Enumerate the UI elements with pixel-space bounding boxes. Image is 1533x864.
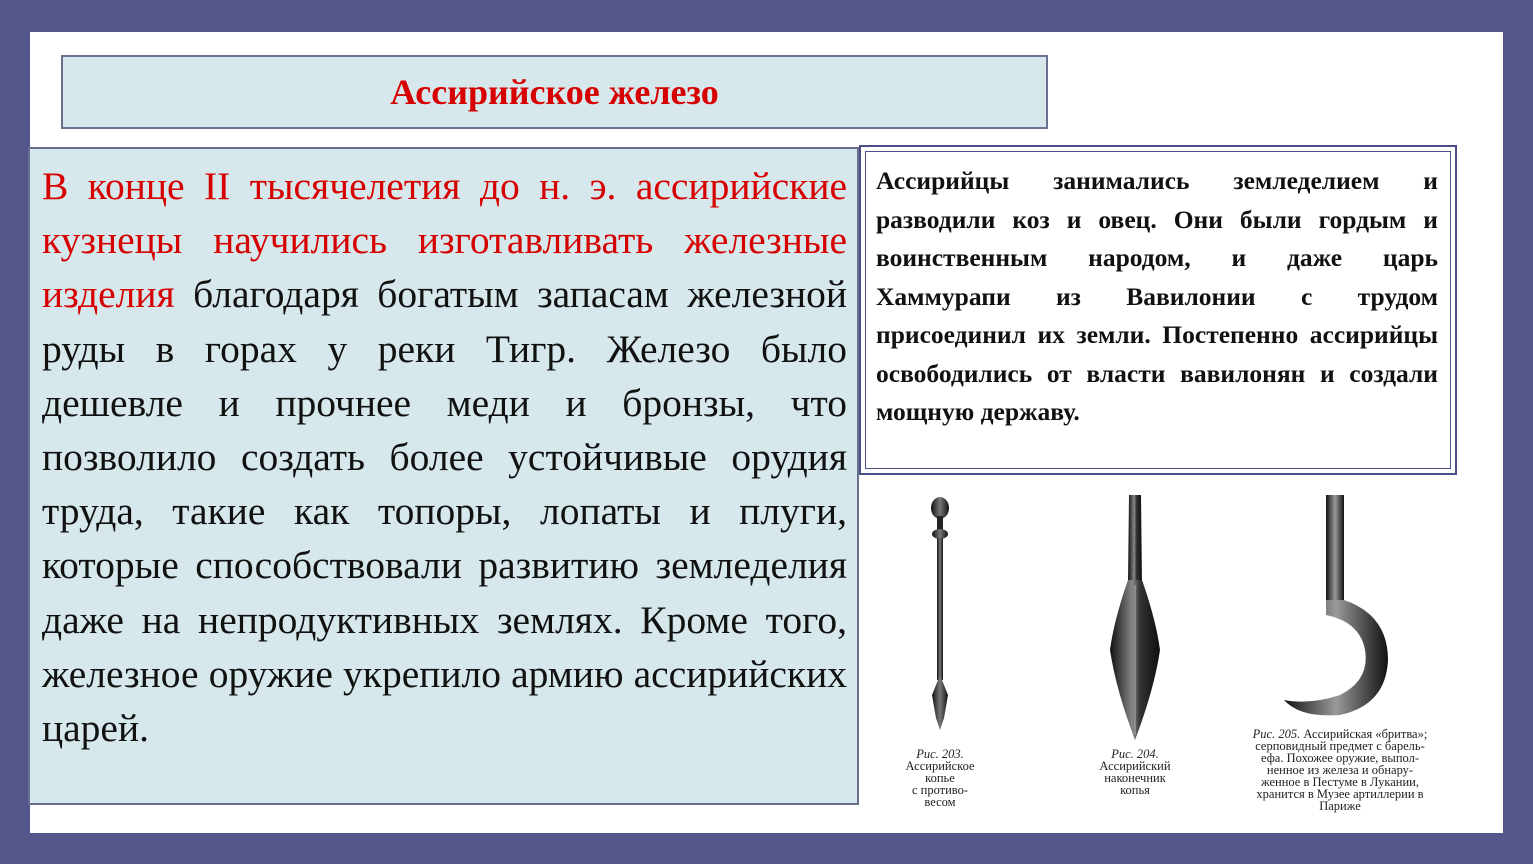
figure-204-caption [1070, 748, 1200, 796]
figure-205-caption [1200, 728, 1480, 812]
figure-203-line: копье [925, 771, 955, 785]
figure-204-line: копья [1120, 783, 1150, 797]
title-box [61, 55, 1048, 129]
figure-204-line: Ассирийский [1099, 759, 1171, 773]
figure-205-line: Ассирийская «бритва»; [1303, 727, 1428, 741]
figure-205-line: женное в Пестуме в Лукании, [1261, 775, 1419, 789]
spearhead-image [1100, 490, 1170, 750]
figure-205-line: ефа. Похожее оружие, выпол- [1261, 751, 1419, 765]
figure-203-line: весом [924, 795, 956, 809]
slide-title: Ассирийское железо [390, 72, 719, 112]
figure-204-number: Рис. 204. [1111, 747, 1159, 761]
figure-205-line: Париже [1319, 799, 1361, 813]
figure-205-line: ненное из железа и обнару- [1266, 763, 1414, 777]
figure-203-number: Рис. 203. [916, 747, 964, 761]
side-text: Ассирийцы занимались земледелием и разводили коз и овец. Они были гордым и воинственным народом, и даже царь Хаммурапи из Вавилонии с трудом присоединил их земли. Постепенно ассирийцы освободились от власти вавилонян и создали мощную державу. [865, 151, 1451, 469]
side-text-box [859, 145, 1457, 475]
figure-204-line: наконечник [1104, 771, 1166, 785]
main-text-box [28, 147, 859, 805]
figure-203-caption [880, 748, 1000, 808]
figure-205-number: Рис. 205. [1252, 727, 1301, 741]
sickle-razor-image [1270, 490, 1410, 730]
figure-203-line: Ассирийское [905, 759, 975, 773]
main-text-body: благодаря богатым запасам железной руды в горах у реки Тигр. Железо было дешевле и прочнее меди и бронзы, что позволило создать более устойчивые орудия труда, такие как топоры, лопаты и плуги, которые способствовали развитию земледелия даже на непродуктивных землях. Кроме того, железное оружие укрепило армию ассирийских царей. [42, 272, 848, 751]
main-text-intro: В конце II тысячелетия до н. э. ассирийские кузнецы научились изготавливать железные изделия [42, 164, 847, 317]
figure-205-line: хранится в Музее артиллерии в [1256, 787, 1424, 801]
spear-with-counterweight-image [900, 490, 980, 750]
figure-203-line: с противо- [911, 783, 969, 797]
figure-205-line: серповидный предмет с барель- [1255, 739, 1425, 753]
